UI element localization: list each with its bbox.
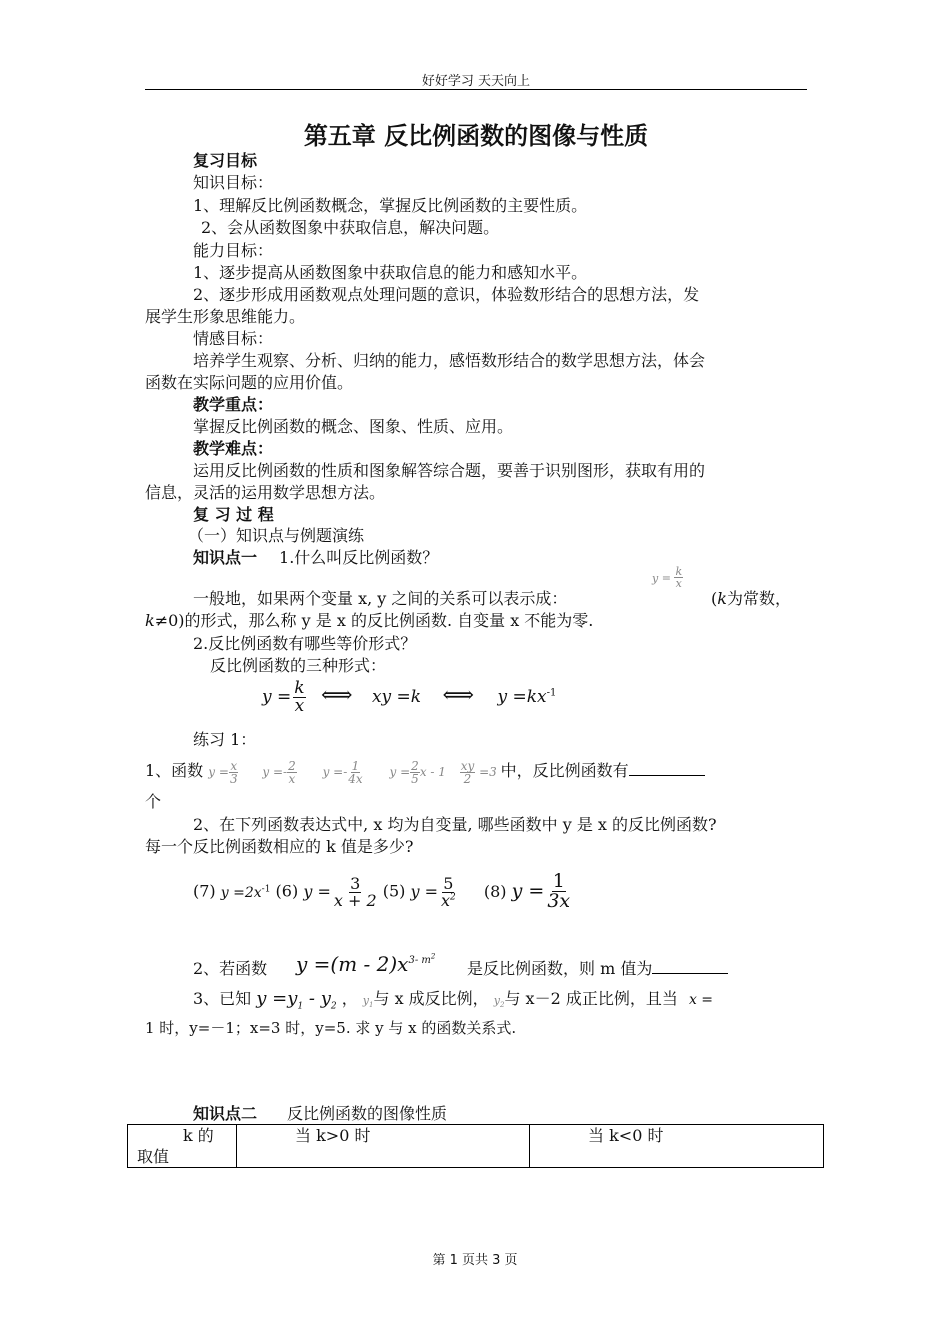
section-1-heading: （一）知识点与例题演练: [188, 526, 365, 545]
three-forms-label: 反比例函数的三种形式：: [210, 656, 387, 675]
table-row: [128, 1125, 824, 1168]
candidate-functions: y = $\frac{x}{3}$ y =- $\frac{2}{x}$ y =- $\frac{1}{4x}$ y = $\frac{2}{5}$ x - 1 $\frac{xy}{2}$ =3: [208, 759, 501, 786]
ability-goal-label: 能力目标：: [193, 241, 274, 260]
page-footer: 第 1 页共 3 页: [432, 1253, 518, 1268]
knowledge-goal-label: 知识目标：: [193, 173, 274, 192]
point1-line: [193, 547, 438, 569]
key-points-heading: 教学重点：: [193, 395, 274, 414]
emotion-goal-line2: 函数在实际问题的应用价值。: [145, 373, 354, 392]
question-m-formula: $y =(m - 2)x^{3- m^2}$: [296, 951, 436, 976]
practice-q2-line1: 2、在下列函数表达式中, x 均为自变量, 哪些函数中 y 是 x 的反比例函数?: [193, 815, 717, 834]
definition-line2: k≠0)的形式，那么称 y 是 x 的反比例函数. 自变量 x 不能为零.: [145, 611, 594, 630]
ability-goal-1: 1、逐步提高从函数图象中获取信息的能力和感知水平。: [193, 263, 588, 282]
three-forms-formula: y = $\frac{k}{x}$ ⟺ xy =k ⟺ $y =kx^{-1}$: [262, 678, 557, 716]
properties-table: [127, 1124, 824, 1168]
point2-text: 反比例函数的图像性质: [287, 1104, 448, 1123]
definition-line1: 一般地，如果两个变量 x, y 之间的关系可以表示成：: [193, 589, 568, 608]
ability-goal-2-line2: 展学生形象思维能力。: [145, 307, 306, 326]
question-3-line2: 1 时，y=－1；x=3 时，y=5. 求 y 与 x 的函数关系式.: [145, 1019, 517, 1037]
practice-1-label: 练习 1：: [193, 730, 257, 749]
practice-q1-line: 1、函数 y = $\frac{x}{3}$ y =- $\frac{2}{x}$ y =- $\frac{1}{4x}$ y = $\frac{2}{5}$ x - 1 $\frac{xy}{2}$ =3 中，反比例函数有: [145, 760, 705, 785]
table-cell-k-positive: 当 k>0 时: [237, 1125, 530, 1168]
knowledge-goal-2: 2、会从函数图象中获取信息，解决问题。: [201, 218, 500, 237]
difficulties-heading: 教学难点：: [193, 439, 274, 458]
definition-formula: y = $\frac{k}{x}$: [652, 565, 683, 590]
question-m-suffix: 是反比例函数，则 m 值为: [467, 958, 728, 980]
answer-blank-count[interactable]: [629, 775, 705, 776]
point1-label: 知识点一: [193, 548, 258, 567]
knowledge-goal-1: 1、理解反比例函数概念，掌握反比例函数的主要性质。: [193, 196, 588, 215]
question-m-prefix: 2、若函数: [193, 959, 268, 978]
emotion-goal-label: 情感目标：: [193, 329, 274, 348]
table-cell-k-range: k 的 取值: [128, 1125, 237, 1168]
page-title: 第五章 反比例函数的图像与性质: [303, 122, 649, 150]
practice-q2-line2: 每一个反比例函数相应的 k 值是多少?: [145, 837, 414, 856]
process-heading: 复 习 过 程: [193, 505, 274, 524]
header-rule: [145, 89, 807, 90]
question2: 2.反比例函数有哪些等价形式？: [193, 634, 417, 653]
emotion-goal-line1: 培养学生观察、分析、归纳的能力，感悟数形结合的数学思想方法，体会: [193, 351, 706, 370]
key-points-text: 掌握反比例函数的概念、图象、性质、应用。: [193, 417, 514, 436]
question-3-line1: 3、已知 $y =y_1 - y_2$ ， $y_1$与 x 成反比例， $y_2$与 x－2 成正比例，且当 x =: [193, 988, 714, 1012]
practice-q2-options: (7) $y =2x^{-1}$ (6) y = $\frac{3}{x + 2}$ (5) y = $\frac{5}{x^2}$ (8) y = $\frac{1}{3x}$: [193, 870, 571, 912]
practice-q1-unit: 个: [145, 792, 162, 811]
answer-blank-m[interactable]: [652, 973, 728, 974]
difficulties-line1: 运用反比例函数的性质和图象解答综合题，要善于识别图形，获取有用的: [193, 461, 706, 480]
definition-constant: (k为常数，: [711, 589, 791, 608]
difficulties-line2: 信息，灵活的运用数学思想方法。: [145, 483, 386, 502]
table-cell-k-negative: 当 k<0 时: [530, 1125, 824, 1168]
goals-heading: 复习目标: [193, 151, 258, 170]
point2-line: [193, 1103, 447, 1125]
point1-question1: 1.什么叫反比例函数？: [279, 548, 439, 567]
page-header: 好好学习 天天向上: [421, 74, 531, 89]
point2-label: 知识点二: [193, 1104, 258, 1123]
ability-goal-2-line1: 2、逐步形成用函数观点处理问题的意识，体验数形结合的思想方法，发: [193, 285, 700, 304]
